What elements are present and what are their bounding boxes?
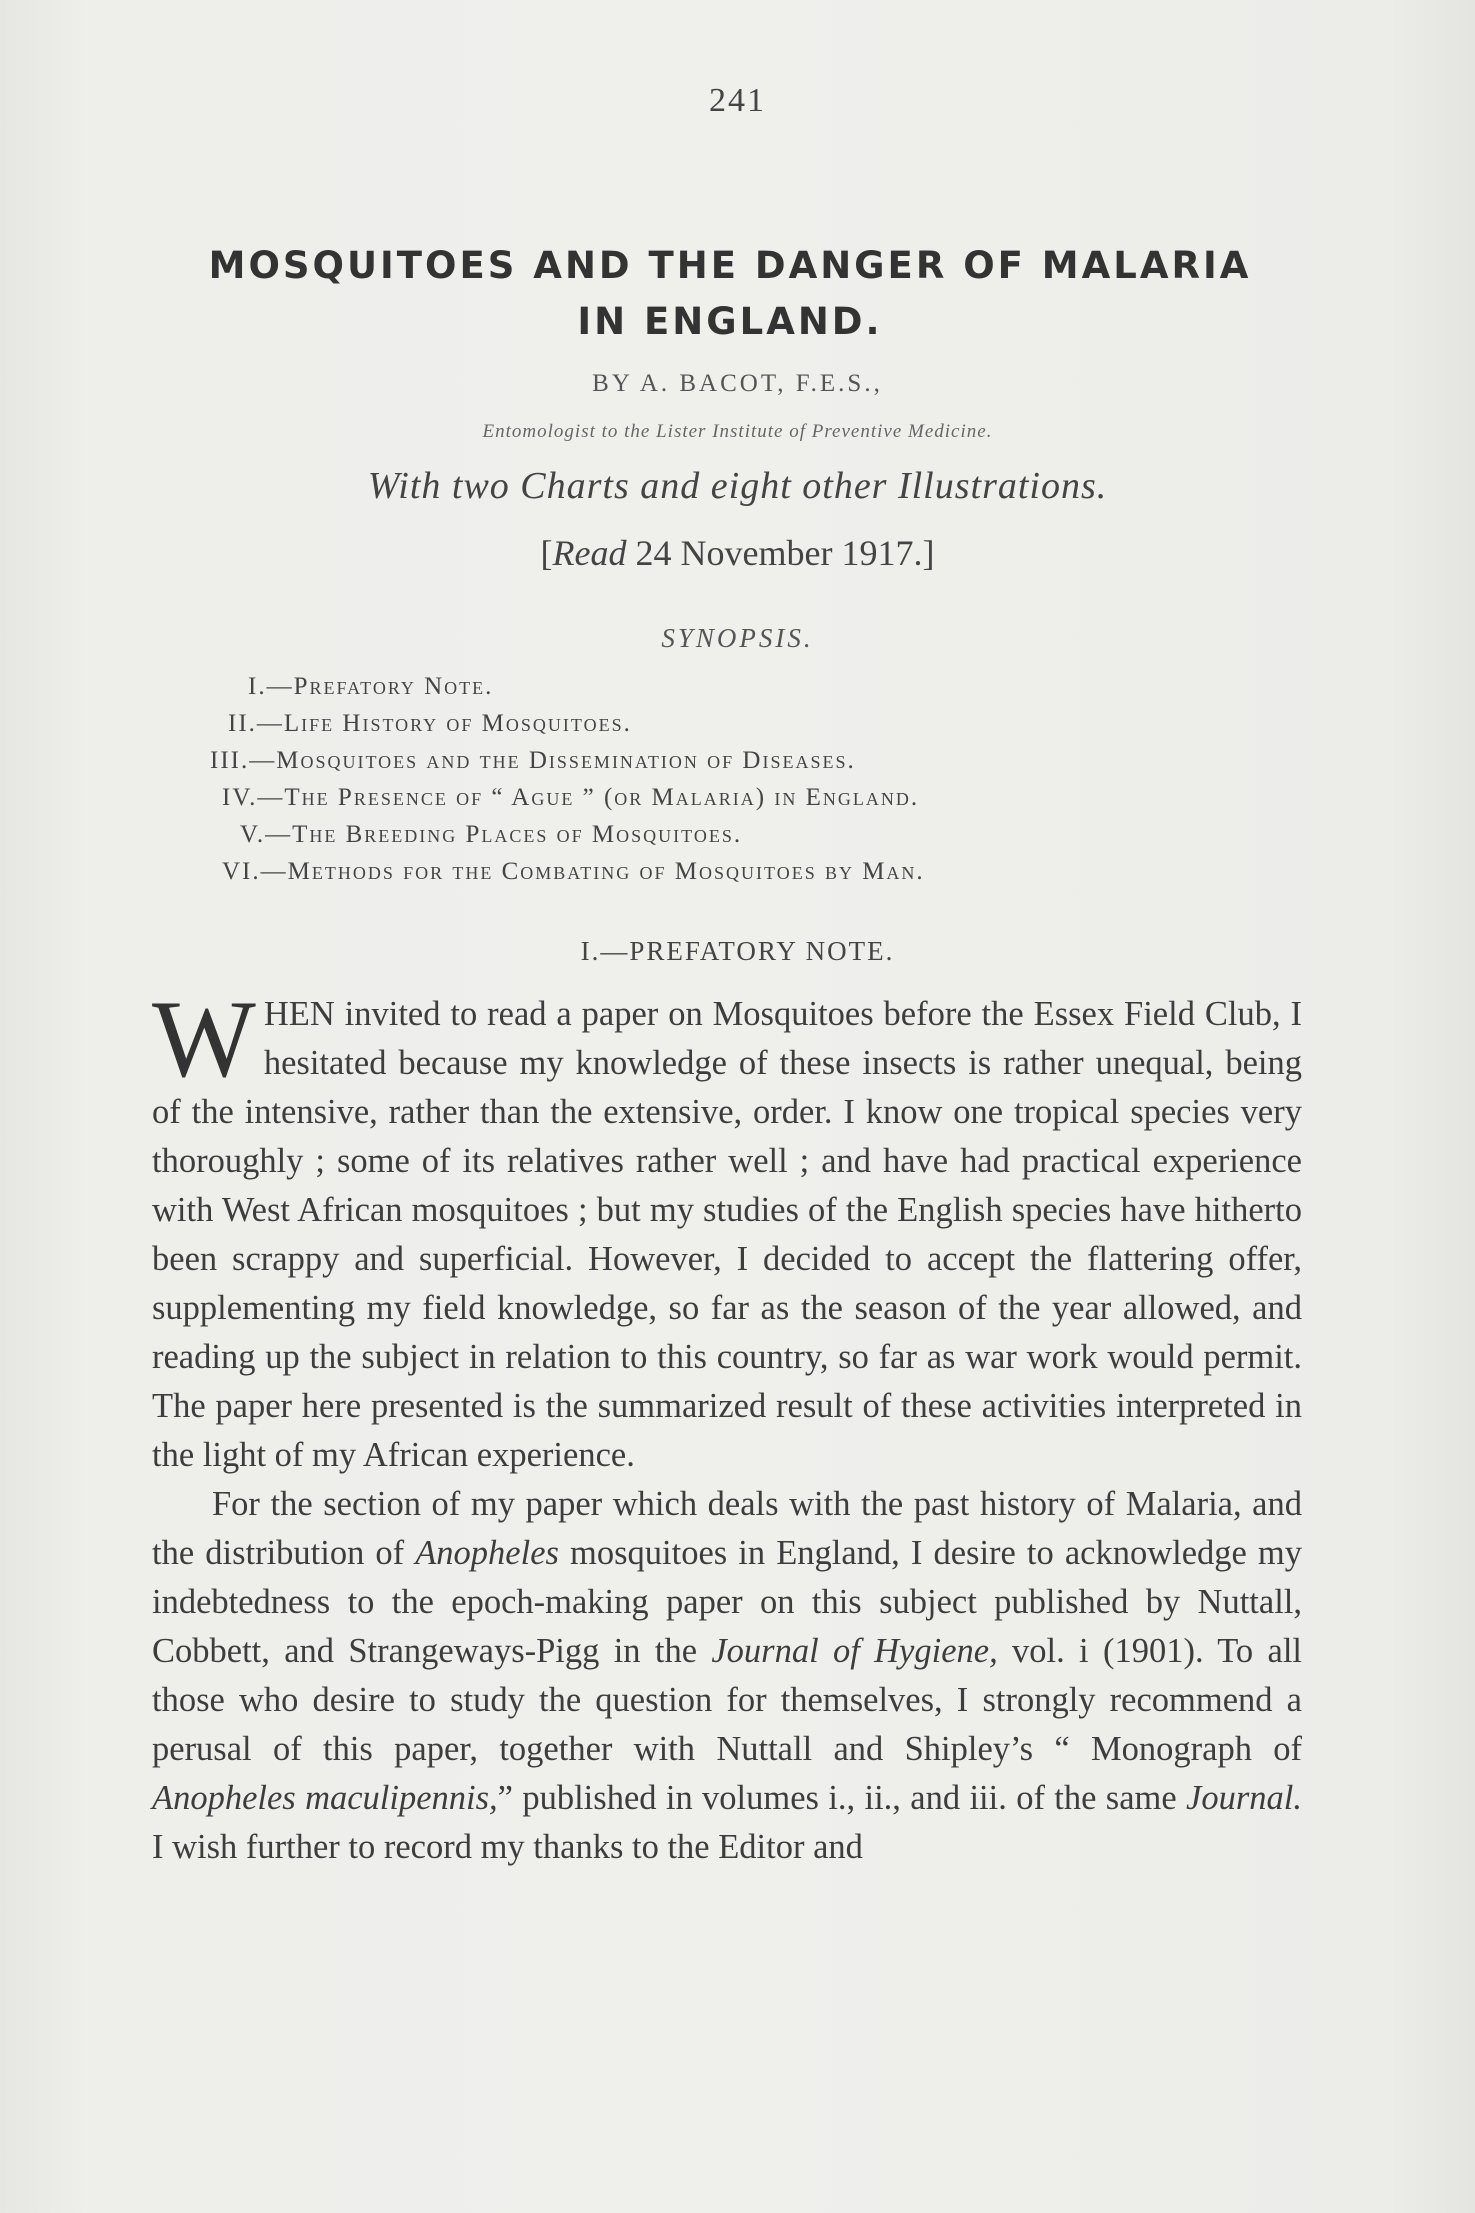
paragraph-text: mosquitoes in England, I desire to acknowledge my indebtedness to the epoch-making paper on this subject published by Nuttall, Cobbett, and Strangeways-Pigg in the — [152, 1534, 1303, 1670]
read-date-year: 1917.] — [841, 533, 935, 573]
paragraph-text: I wish further to record my thanks to the Editor and — [152, 1828, 863, 1866]
read-date — [0, 532, 1475, 574]
paragraph-text: ” published in volumes i., ii., and iii. of the same — [497, 1779, 1187, 1817]
synopsis-item: II.—Life History of Mosquitoes. — [228, 710, 632, 737]
synopsis-item: VI.—Methods for the Combating of Mosquitoes by Man. — [222, 858, 925, 885]
read-date-day: 24 November — [635, 533, 833, 573]
article-title-line-1: MOSQUITOES AND THE DANGER OF MALARIA — [208, 244, 1252, 287]
paragraph — [152, 1480, 1302, 1872]
lead-word: HEN — [263, 995, 335, 1033]
read-date-open-bracket: [ — [540, 533, 553, 573]
article-title-line-2: IN ENGLAND. — [577, 300, 883, 343]
synopsis-item: III.—Mosquitoes and the Dissemination of Diseases. — [210, 747, 856, 774]
italic-term: Anopheles — [415, 1534, 559, 1572]
synopsis-heading: SYNOPSIS. — [661, 623, 814, 653]
paragraph-text: vol. i (1901). To all those who desire to study the question for themselves, I strongly recommend a perusal of this paper, together with Nuttall and Shipley’s “ Monograph of — [152, 1632, 1302, 1768]
italic-term: Anopheles maculipennis, — [152, 1779, 498, 1817]
author-byline: BY A. BACOT, F.E.S., — [592, 370, 883, 397]
paragraph-text: For the section of my paper which deals with the past history of Malaria, and the distribution of — [152, 1485, 1302, 1572]
illustrations-note: With two Charts and eight other Illustrations. — [367, 465, 1108, 507]
article-body — [152, 978, 1303, 1872]
synopsis-item: V.—The Breeding Places of Mosquitoes. — [240, 821, 743, 848]
journal-title: Journal of Hygiene, — [711, 1632, 998, 1670]
page-number: 241 — [709, 82, 766, 119]
paragraph — [152, 978, 1302, 1480]
paragraph-text: invited to read a paper on Mosquitoes before the Essex Field Club, I hesitated because my knowledge of these insects is rather unequal, being of the intensive, rather than the extensive, order. I know one tropical species very thoroughly ; some of its relatives rather well ; and have had practical experience with West African mosquitoes ; but my studies of the English species have hitherto been scrappy and superficial. However, I decided to accept the flattering offer, supplementing my field knowledge, so far as the season of the year allowed, and reading up the subject in relation to this country, so far as war work would permit. The paper here presented is the summarized result of these activities interpreted in the light of my African experience. — [152, 995, 1302, 1474]
read-date-label: Read — [552, 533, 627, 573]
synopsis-item: IV.—The Presence of “ Ague ” (or Malaria) in England. — [222, 784, 920, 811]
journal-title: Journal. — [1186, 1779, 1302, 1817]
author-affiliation: Entomologist to the Lister Institute of Preventive Medicine. — [482, 421, 993, 442]
section-heading: I.—PREFATORY NOTE. — [580, 936, 895, 966]
synopsis-list — [200, 668, 1310, 890]
synopsis-item: I.—Prefatory Note. — [248, 673, 494, 700]
drop-cap: W — [152, 978, 256, 1100]
